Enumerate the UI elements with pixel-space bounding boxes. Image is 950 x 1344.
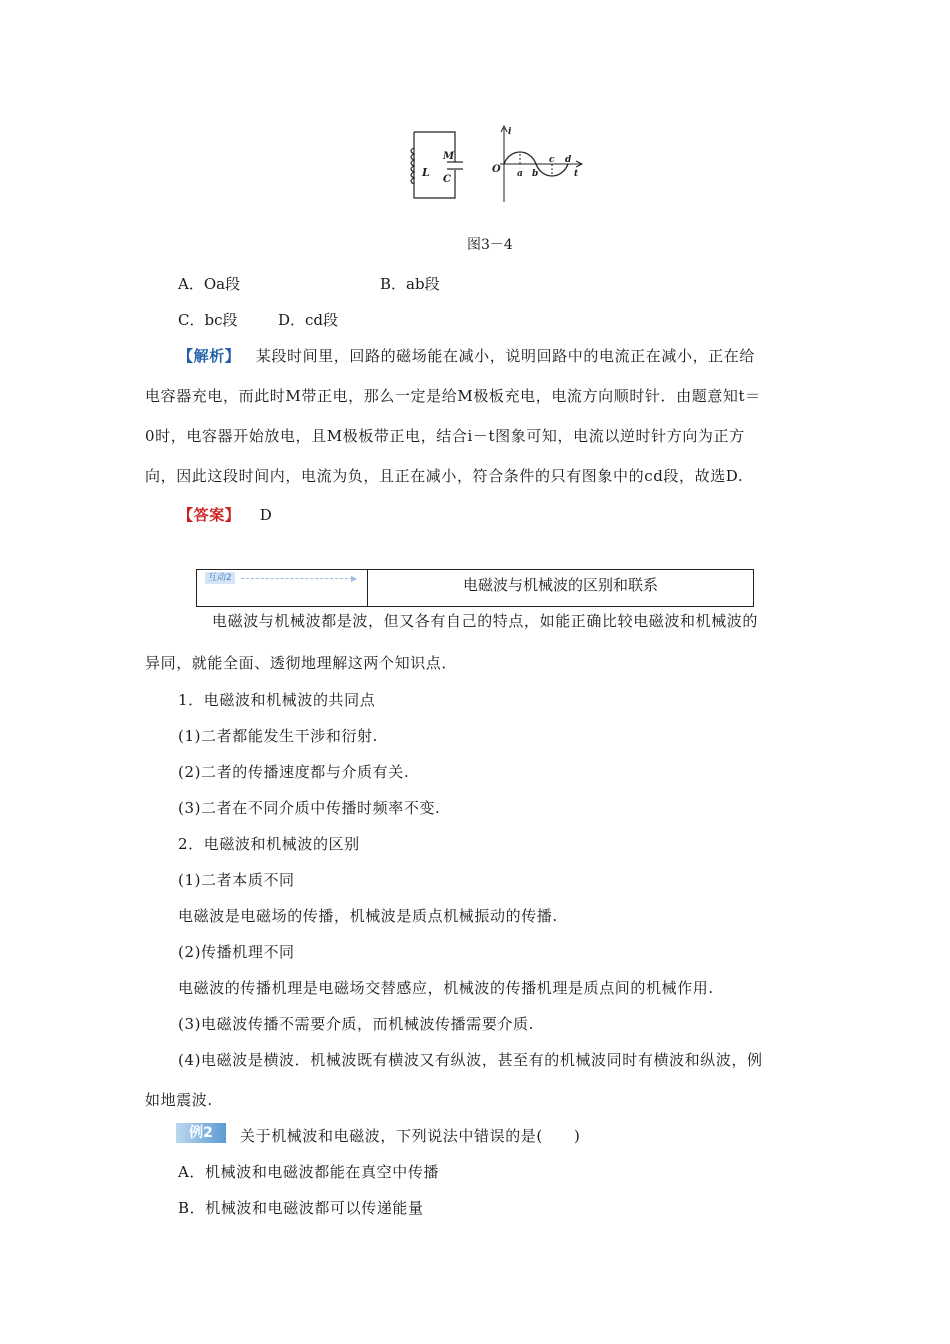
- capacitor-label: C: [443, 174, 451, 185]
- analysis-line-1: [178, 345, 755, 366]
- analysis-line-4: 向，因此这段时间内，电流为负，且正在减小，符合条件的只有图象中的cd段，故选D.: [145, 467, 744, 485]
- inductor-label: L: [422, 166, 430, 179]
- option-d: D．cd段: [278, 311, 339, 329]
- intro-line-2: 异同，就能全面、透彻地理解这两个知识点．: [145, 654, 458, 672]
- diff-heading: 2．电磁波和机械波的区别: [178, 835, 360, 853]
- example-question: 关于机械波和电磁波，下列说法中错误的是( ): [240, 1127, 581, 1145]
- tag-arrow-icon: ▶: [351, 574, 358, 583]
- common-item-3: (3)二者在不同介质中传播时频率不变.: [178, 799, 441, 817]
- graph-point-d: d: [565, 155, 572, 165]
- graph-y-label: i: [508, 127, 512, 137]
- answer-line: [178, 504, 272, 525]
- tag-dashed-line: [241, 578, 353, 579]
- graph-point-c: c: [549, 155, 555, 165]
- analysis-text-1: 某段时间里，回路的磁场能在减小，说明回路中的电流正在减小，正在给: [255, 347, 755, 365]
- diff4-line-1: (4)电磁波是横波．机械波既有横波又有纵波，甚至有的机械波同时有横波和纵波，例: [178, 1051, 763, 1069]
- common-heading: 1．电磁波和机械波的共同点: [178, 691, 376, 709]
- answer-value: D: [259, 506, 273, 524]
- option-b: B．ab段: [380, 275, 440, 293]
- graph-point-b: b: [532, 169, 539, 179]
- example-option-b: B．机械波和电磁波都可以传递能量: [178, 1199, 424, 1217]
- graph-origin-label: O: [492, 164, 501, 175]
- common-item-2: (2)二者的传播速度都与介质有关.: [178, 763, 410, 781]
- topic-tag: 互动2: [205, 572, 235, 584]
- diff1-text: 电磁波是电磁场的传播，机械波是质点机械振动的传播.: [178, 907, 558, 925]
- diff4-line-2: 如地震波.: [145, 1091, 213, 1109]
- intro-line-1: 电磁波与机械波都是波，但又各有自己的特点，如能正确比较电磁波和机械波的: [212, 612, 759, 630]
- topic-header-box: [196, 569, 754, 607]
- analysis-label: 【解析】: [178, 347, 241, 365]
- example-option-a: A．机械波和电磁波都能在真空中传播: [178, 1163, 440, 1181]
- inductor-coil: [411, 148, 414, 184]
- analysis-line-2: 电容器充电，而此时M带正电，那么一定是给M极板充电，电流方向顺时针．由题意知t＝: [145, 387, 761, 405]
- graph-point-a: a: [517, 169, 523, 179]
- diff2-text: 电磁波的传播机理是电磁场交替感应，机械波的传播机理是质点间的机械作用.: [178, 979, 714, 997]
- diff2-title: (2)传播机理不同: [178, 943, 295, 961]
- common-item-1: (1)二者都能发生干涉和衍射.: [178, 727, 379, 745]
- plate-m-label: M: [443, 151, 455, 162]
- answer-label: 【答案】: [178, 506, 241, 524]
- diff1-title: (1)二者本质不同: [178, 871, 295, 889]
- analysis-line-3: 0时，电容器开始放电，且M极板带正电，结合i－t图象可知，电流以逆时针方向为正方: [145, 427, 745, 445]
- option-c: C．bc段: [178, 311, 238, 329]
- graph-x-label: t: [574, 169, 579, 179]
- option-a: A．Oa段: [178, 275, 241, 293]
- diff3-text: (3)电磁波传播不需要介质，而机械波传播需要介质.: [178, 1015, 535, 1033]
- lc-circuit: [411, 132, 463, 198]
- topic-tag-cell: [197, 570, 368, 606]
- lc-circuit-and-current-graph: [400, 122, 590, 206]
- topic-title: 电磁波与机械波的区别和联系: [462, 576, 658, 594]
- figure-caption: 图3－4: [467, 237, 513, 253]
- example-badge: 例2: [176, 1123, 226, 1143]
